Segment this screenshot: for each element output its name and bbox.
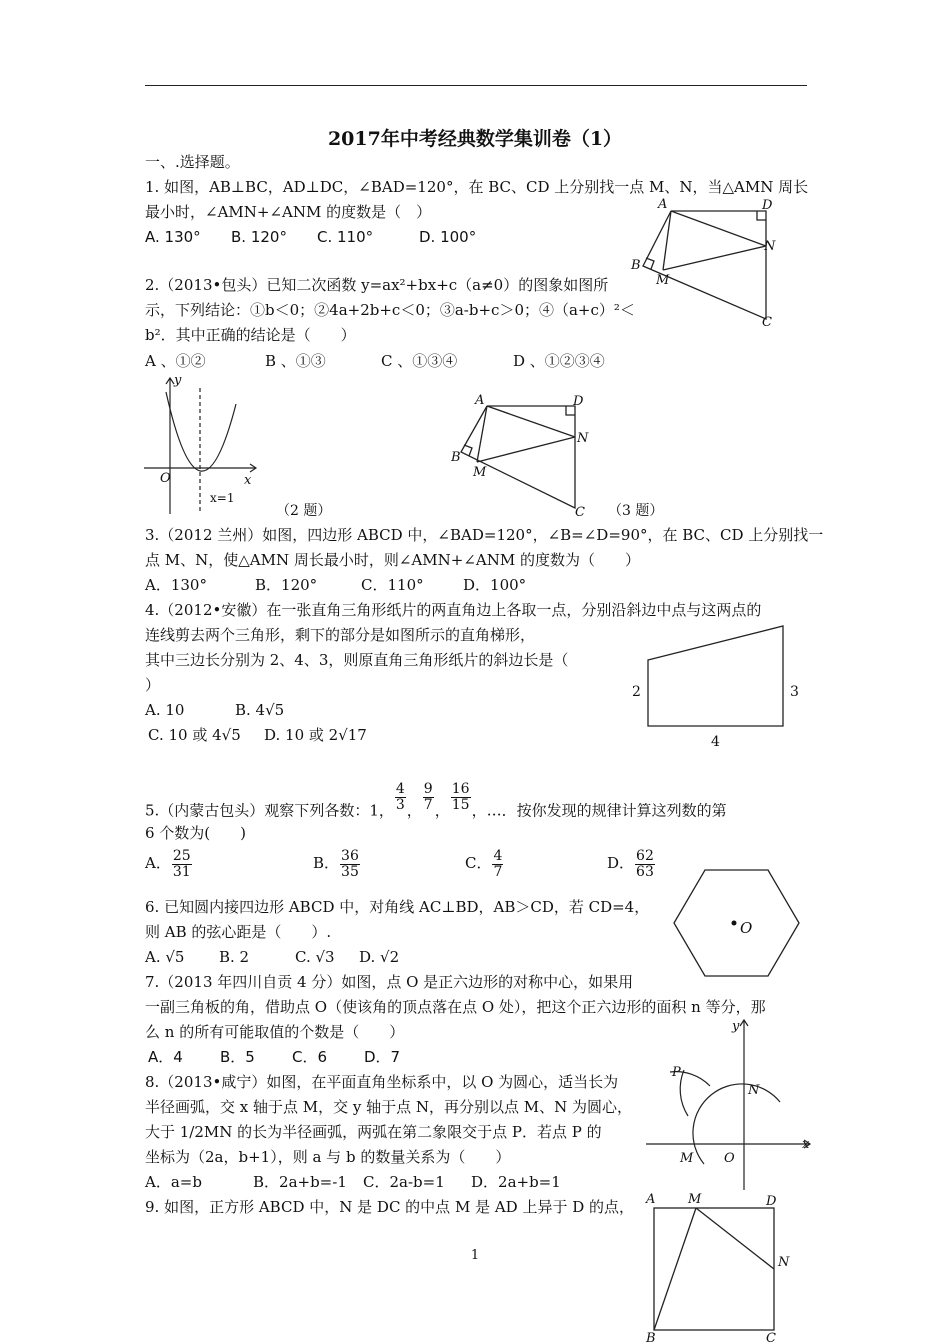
q2-line1: 2.（2013•包头）已知二次函数 y=ax²+bx+c（a≠0）的图象如图所 — [145, 276, 609, 294]
q7-center-label: O — [740, 919, 753, 937]
q1-label-c: C — [762, 315, 772, 330]
q8-label-o: O — [724, 1151, 735, 1166]
q9-label-a: A — [646, 1192, 656, 1207]
q6-line2: 则 AB 的弦心距是（ ）. — [145, 923, 332, 941]
q8-line4: 坐标为（2a，b+1），则 a 与 b 的数量关系为（ ） — [145, 1148, 511, 1166]
q8-line3: 大于 1/2MN 的长为半径画弧，两弧在第二象限交于点 P．若点 P 的 — [145, 1123, 602, 1141]
q2-caption: （2 题） — [276, 503, 332, 519]
q3-label-b: B — [451, 450, 461, 465]
q1-options — [145, 227, 476, 247]
q9-label-m: M — [688, 1192, 702, 1207]
q2-y-axis-label: y — [174, 373, 182, 388]
q7-options — [148, 1047, 400, 1067]
q6-option-b: B. 2 — [219, 948, 250, 966]
q4-line3: 其中三边长分别为 2、4、3，则原直角三角形纸片的斜边长是（ — [145, 651, 569, 669]
q6-option-c: C. √3 — [295, 948, 335, 966]
q4-trapezoid-figure — [628, 622, 808, 752]
page-number: 1 — [470, 1248, 480, 1263]
q8-label-p: P — [672, 1065, 681, 1080]
q8-line1: 8.（2013•咸宁）如图，在平面直角坐标系中，以 O 为圆心，适当长为 — [145, 1073, 619, 1091]
q4-side-left: 2 — [632, 684, 641, 700]
q8-option-b: B．2a+b=-1 — [253, 1173, 347, 1191]
q3-option-b: B．120° — [255, 576, 318, 594]
q3-option-a: A．130° — [145, 576, 207, 594]
q2-option-b: B 、①③ — [265, 352, 326, 370]
q9-square-figure — [640, 1186, 800, 1344]
q1-line2: 最小时，∠AMN+∠ANM 的度数是（ ） — [145, 203, 432, 221]
q1-label-n: N — [764, 239, 776, 254]
q1-label-d: D — [762, 198, 773, 213]
q2-options — [145, 351, 605, 371]
q9-label-c: C — [766, 1331, 776, 1344]
q4-option-c: C. 10 或 4√5 — [148, 726, 241, 744]
q5-line1: 5.（内蒙古包头）观察下列各数：1， $\frac{4}{3}$ ， $\frac{9}{7}$ ， $\frac{16}{15}$ ，…．按你发现的规律计算这列数的第 — [145, 781, 727, 820]
header-rule — [145, 85, 807, 86]
q7-option-a: A．4 — [148, 1048, 183, 1066]
q9-label-d: D — [766, 1194, 777, 1209]
q1-option-a: A. 130° — [145, 228, 201, 246]
q8-label-m: M — [680, 1151, 694, 1166]
q3-label-c: C — [575, 505, 585, 520]
q7-line2: 一副三角板的角，借助点 O（使该角的顶点落在点 O 处），把这个正六边形的面积 n 等分，那 — [145, 998, 766, 1016]
q9-line1: 9. 如图，正方形 ABCD 中，N 是 DC 的中点 M 是 AD 上异于 D 的点， — [145, 1198, 635, 1216]
q1-option-c: C. 110° — [317, 228, 374, 246]
q4-option-row2 — [148, 725, 367, 745]
q2-origin-label: O — [160, 471, 171, 486]
q7-option-c: C．6 — [292, 1048, 328, 1066]
q2-parabola-graph — [140, 374, 270, 520]
q1-figure — [628, 194, 788, 334]
q6-options — [145, 947, 399, 967]
q8-y-axis-label: y — [732, 1019, 740, 1034]
q7-hexagon-figure — [670, 866, 805, 982]
q4-line1: 4.（2012•安徽）在一张直角三角形纸片的两直角边上各取一点，分别沿斜边中点与这两点的 — [145, 601, 762, 619]
q1-option-d: D. 100° — [419, 228, 477, 246]
q3-line2: 点 M、N，使△AMN 周长最小时，则∠AMN+∠ANM 的度数为（ ） — [145, 551, 640, 569]
q2-option-a: A 、①② — [145, 352, 206, 370]
q4-line2: 连线剪去两个三角形，剩下的部分是如图所示的直角梯形， — [145, 626, 536, 644]
section-heading: 一、.选择题。 — [145, 153, 240, 171]
q8-options — [145, 1172, 561, 1192]
q1-line1: 1. 如图，AB⊥BC，AD⊥DC，∠BAD=120°，在 BC、CD 上分别找一点 M、N，当△AMN 周长 — [145, 178, 809, 196]
q2-option-d: D 、①②③④ — [513, 352, 605, 370]
q3-caption: （3 题） — [608, 503, 664, 519]
q3-figure — [445, 390, 605, 522]
q7-option-b: B．5 — [220, 1048, 255, 1066]
q5-option-d: D． $\frac{62}{63}$ — [607, 847, 654, 880]
q4-option-row1 — [145, 700, 284, 720]
q7-line1: 7.（2013 年四川自贡 4 分）如图，点 O 是正六边形的对称中心，如果用 — [145, 973, 634, 991]
q5-fraction-3: $\frac{16}{15}$ — [451, 781, 470, 813]
q4-option-a: A. 10 — [145, 701, 185, 719]
q3-label-m: M — [473, 465, 487, 480]
q5-prefix: 5.（内蒙古包头）观察下列各数：1， — [145, 801, 394, 820]
q1-label-m: M — [656, 273, 670, 288]
q5-option-b: B． $\frac{36}{35}$ — [313, 847, 359, 880]
q4-option-b: B. 4√5 — [235, 701, 285, 719]
page-title: 2017年中考经典数学集训卷（1） — [327, 128, 623, 150]
q9-label-b: B — [646, 1331, 656, 1344]
q2-x-axis-label: x — [244, 473, 252, 488]
q4-side-right: 3 — [790, 684, 799, 700]
q5-fraction-2: $\frac{9}{7}$ — [423, 781, 433, 813]
q7-line3: 么 n 的所有可能取值的个数是（ ） — [145, 1023, 405, 1041]
q1-label-a: A — [658, 197, 668, 212]
q9-label-n: N — [778, 1255, 790, 1270]
q6-line1: 6. 已知圆内接四边形 ABCD 中，对角线 AC⊥BD，AB＞CD，若 CD=4， — [145, 898, 650, 916]
q2-axis-of-symmetry-label: x=1 — [210, 491, 235, 505]
q8-coordinate-figure — [640, 1014, 815, 1192]
q8-label-n: N — [748, 1083, 760, 1098]
q3-label-n: N — [577, 431, 589, 446]
q1-label-b: B — [631, 258, 641, 273]
q5-suffix: ，…．按你发现的规律计算这列数的第 — [471, 801, 727, 820]
q5-option-a: A． $\frac{25}{31}$ — [145, 847, 191, 880]
q5-fraction-1: $\frac{4}{3}$ — [395, 781, 405, 813]
q8-option-a: A．a=b — [145, 1173, 202, 1191]
q1-option-b: B. 120° — [231, 228, 287, 246]
q3-line1: 3.（2012 兰州）如图，四边形 ABCD 中，∠BAD=120°，∠B=∠D=90°，在 BC、CD 上分别找一 — [145, 526, 824, 544]
q7-option-d: D．7 — [364, 1048, 401, 1066]
q3-option-c: C．110° — [361, 576, 424, 594]
q8-x-axis-label: x — [802, 1137, 810, 1152]
q2-line3: b²．其中正确的结论是（ ） — [145, 326, 356, 344]
q6-option-d: D. √2 — [359, 948, 400, 966]
q2-line2: 示，下列结论：①b＜0；②4a+2b+c＜0；③a-b+c＞0；④（a+c）²＜ — [145, 301, 635, 319]
q3-options — [145, 575, 526, 595]
q2-option-c: C 、①③④ — [381, 352, 458, 370]
q8-option-d: D．2a+b=1 — [471, 1173, 561, 1191]
q5-option-c: C． $\frac{4}{7}$ — [465, 847, 503, 880]
q4-side-bottom: 4 — [711, 734, 720, 750]
q3-label-a: A — [475, 393, 485, 408]
q6-option-a: A. √5 — [145, 948, 185, 966]
q3-option-d: D．100° — [463, 576, 527, 594]
q8-line2: 半径画弧，交 x 轴于点 M，交 y 轴于点 N，再分别以点 M、N 为圆心， — [145, 1098, 633, 1116]
q3-label-d: D — [573, 394, 584, 409]
q4-option-d: D. 10 或 2√17 — [264, 726, 367, 744]
q4-line4: ） — [145, 676, 161, 694]
q8-option-c: C．2a-b=1 — [363, 1173, 445, 1191]
q5-options — [145, 846, 656, 880]
q5-line2: 6 个数为( ) — [145, 824, 247, 842]
